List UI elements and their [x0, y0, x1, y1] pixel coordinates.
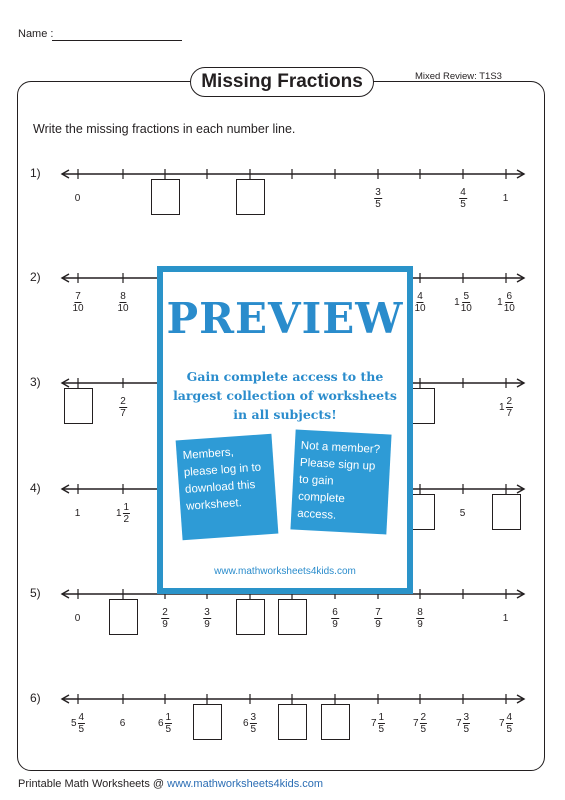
signup-card[interactable]: Not a member? Please sign up to gain complete access. [290, 430, 391, 535]
answer-box[interactable] [492, 494, 521, 530]
answer-box[interactable] [236, 179, 265, 215]
whole-number: 0 [74, 613, 81, 624]
tick-label [161, 607, 169, 630]
tick-label [499, 712, 513, 735]
denominator: 5 [375, 199, 381, 210]
whole-number: 1 [115, 508, 122, 519]
fraction [203, 607, 211, 630]
tick-label [371, 712, 385, 735]
fraction [165, 712, 173, 735]
numerator: 2 [506, 396, 513, 407]
tick-label [71, 712, 85, 735]
fraction [374, 187, 382, 210]
tick-label [454, 291, 472, 314]
tick-label [75, 193, 82, 204]
fraction [117, 291, 128, 314]
fraction [459, 187, 467, 210]
numerator: 7 [375, 607, 381, 618]
numerator: 2 [420, 712, 427, 723]
mixed-review-code: Mixed Review: T1S3 [415, 71, 502, 82]
denominator: 10 [460, 303, 472, 314]
fraction [414, 291, 425, 314]
numerator: 4 [460, 187, 466, 198]
fraction [161, 607, 169, 630]
preview-title: PREVIEW [166, 294, 404, 343]
answer-box[interactable] [278, 599, 307, 635]
whole-number: 1 [502, 193, 509, 204]
numerator: 4 [78, 712, 85, 723]
tick-label [331, 607, 339, 630]
denominator: 10 [117, 303, 129, 314]
whole-number: 5 [70, 718, 77, 729]
denominator: 5 [506, 724, 513, 735]
answer-box[interactable] [64, 388, 93, 424]
tick-label [119, 396, 127, 419]
fraction [463, 712, 471, 735]
denominator: 5 [460, 199, 466, 210]
numerator: 2 [120, 396, 126, 407]
numerator: 6 [506, 291, 513, 302]
numerator: 3 [375, 187, 381, 198]
question-number: 2) [30, 270, 41, 284]
name-label: Name : [18, 28, 54, 40]
fraction [504, 291, 515, 314]
tick-label [460, 508, 467, 519]
fraction [506, 396, 514, 419]
whole-number: 7 [412, 718, 419, 729]
worksheet-title: Missing Fractions [190, 67, 374, 97]
fraction [119, 396, 127, 419]
whole-number: 7 [455, 718, 462, 729]
denominator: 10 [503, 303, 515, 314]
numerator: 3 [204, 607, 210, 618]
denominator: 5 [250, 724, 257, 735]
tick-label [243, 712, 257, 735]
whole-number: 1 [497, 297, 503, 308]
whole-number: 5 [459, 508, 466, 519]
numerator: 2 [162, 607, 168, 618]
fraction [123, 502, 131, 525]
fraction [506, 712, 514, 735]
tick-label [158, 712, 172, 735]
tick-label [413, 712, 427, 735]
preview-subtitle: Gain complete access to the largest collection of worksheets in all subjects! [173, 369, 397, 422]
answer-box[interactable] [151, 179, 180, 215]
denominator: 10 [72, 303, 84, 314]
tick-label [374, 607, 382, 630]
whole-number: 1 [502, 613, 509, 624]
numerator: 1 [123, 502, 130, 513]
tick-label [116, 502, 130, 525]
fraction [72, 291, 83, 314]
whole-number: 1 [74, 508, 81, 519]
tick-label [203, 607, 211, 630]
whole-number: 1 [498, 402, 505, 413]
whole-number: 0 [74, 193, 81, 204]
tick-label [503, 193, 510, 204]
answer-box[interactable] [236, 599, 265, 635]
fraction [331, 607, 339, 630]
tick-label [497, 291, 515, 314]
denominator: 7 [506, 408, 513, 419]
tick-label [414, 291, 425, 314]
numerator: 8 [417, 607, 423, 618]
answer-box[interactable] [193, 704, 222, 740]
answer-box[interactable] [321, 704, 350, 740]
answer-box[interactable] [278, 704, 307, 740]
tick-label [120, 718, 127, 729]
numerator: 1 [165, 712, 172, 723]
preview-overlay [157, 266, 413, 594]
numerator: 6 [332, 607, 338, 618]
denominator: 10 [414, 303, 426, 314]
denominator: 9 [332, 619, 338, 630]
denominator: 9 [162, 619, 168, 630]
whole-number: 6 [119, 718, 126, 729]
fraction [378, 712, 386, 735]
denominator: 5 [378, 724, 385, 735]
tick-label [416, 607, 424, 630]
footer-site-link[interactable]: www.mathworksheets4kids.com [167, 778, 324, 790]
numerator: 5 [463, 291, 470, 302]
members-login-card[interactable]: Members, please log in to download this worksheet. [176, 434, 279, 540]
tick-label [456, 712, 470, 735]
footer-prefix: Printable Math Worksheets @ [18, 778, 168, 790]
tick-label [72, 291, 83, 314]
fraction [416, 607, 424, 630]
denominator: 5 [463, 724, 470, 735]
footer [18, 778, 323, 790]
denominator: 5 [420, 724, 427, 735]
numerator: 7 [75, 291, 81, 302]
fraction [420, 712, 428, 735]
numerator: 3 [250, 712, 257, 723]
denominator: 9 [204, 619, 210, 630]
fraction [374, 607, 382, 630]
whole-number: 6 [157, 718, 164, 729]
numerator: 1 [378, 712, 385, 723]
tick-label [75, 508, 82, 519]
denominator: 5 [165, 724, 172, 735]
question-number: 4) [30, 481, 41, 495]
whole-number: 1 [454, 297, 460, 308]
tick-label [459, 187, 467, 210]
answer-box[interactable] [109, 599, 138, 635]
tick-label [499, 396, 513, 419]
preview-url[interactable]: www.mathworksheets4kids.com [214, 566, 356, 577]
numerator: 8 [120, 291, 126, 302]
whole-number: 7 [370, 718, 377, 729]
denominator: 2 [123, 514, 130, 525]
numerator: 4 [506, 712, 513, 723]
numerator: 4 [417, 291, 423, 302]
denominator: 7 [120, 408, 126, 419]
question-number: 6) [30, 691, 41, 705]
question-number: 1) [30, 166, 41, 180]
question-number: 3) [30, 375, 41, 389]
tick-label [75, 613, 82, 624]
whole-number: 7 [498, 718, 505, 729]
tick-label [117, 291, 128, 314]
fraction [461, 291, 472, 314]
denominator: 5 [78, 724, 85, 735]
fraction [78, 712, 86, 735]
tick-label [503, 613, 510, 624]
numerator: 3 [463, 712, 470, 723]
denominator: 9 [375, 619, 381, 630]
fraction [250, 712, 258, 735]
question-number: 5) [30, 586, 41, 600]
denominator: 9 [417, 619, 423, 630]
whole-number: 6 [242, 718, 249, 729]
tick-label [374, 187, 382, 210]
instruction-text: Write the missing fractions in each number line. [33, 122, 296, 136]
